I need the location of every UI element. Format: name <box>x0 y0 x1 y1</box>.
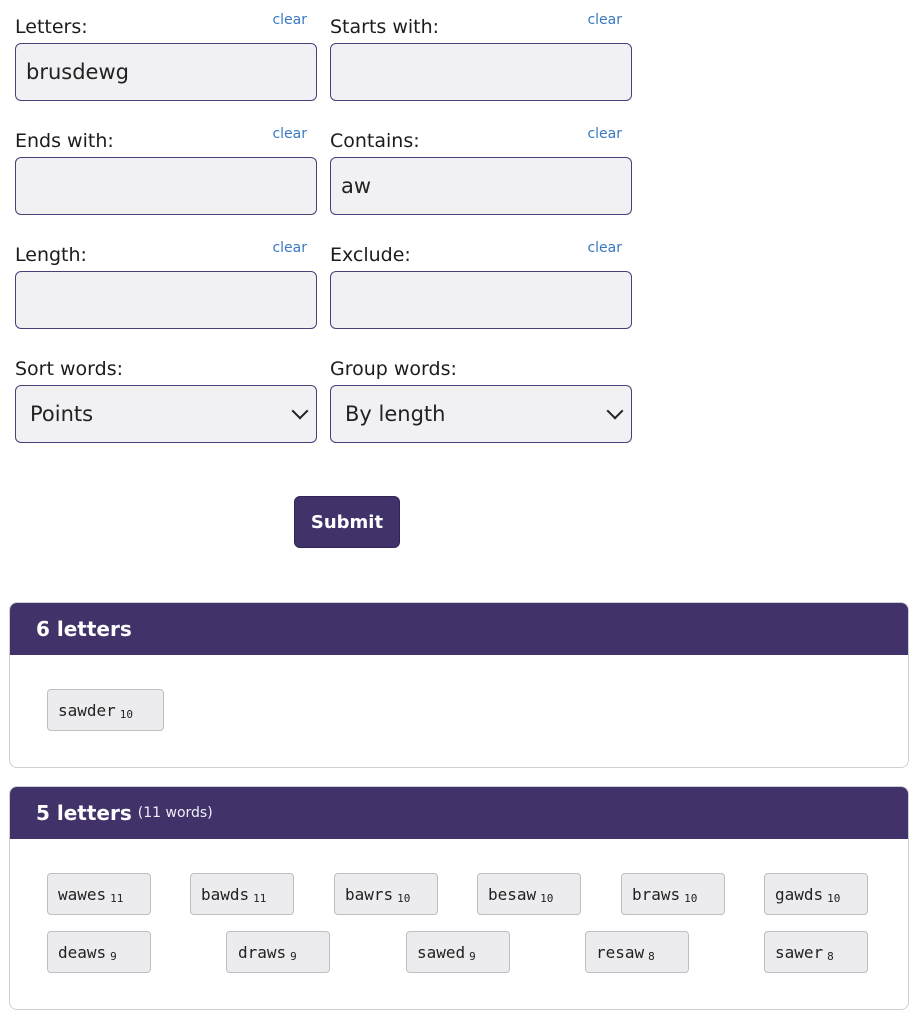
group-header <box>10 603 908 655</box>
group-title: 5 letters <box>36 801 132 825</box>
word-text: draws <box>238 942 287 962</box>
starts-with-input[interactable] <box>331 44 631 100</box>
word-text: resaw <box>596 942 645 962</box>
word-tile[interactable] <box>47 689 164 731</box>
group-selected-value: By length <box>345 402 446 426</box>
contains-clear-link[interactable]: clear <box>587 126 622 142</box>
word-text: deaws <box>58 942 107 962</box>
group-select[interactable] <box>330 385 632 443</box>
word-points: 9 <box>469 949 476 963</box>
word-points: 10 <box>540 891 554 905</box>
result-group-6-letters <box>9 602 909 768</box>
starts-with-clear-link[interactable]: clear <box>587 12 622 28</box>
word-tile[interactable] <box>47 931 151 973</box>
chevron-down-icon <box>607 403 624 420</box>
length-input-box <box>15 271 317 329</box>
word-points: 9 <box>110 949 117 963</box>
word-points: 8 <box>648 949 655 963</box>
exclude-input-box <box>330 271 632 329</box>
ends-with-clear-link[interactable]: clear <box>272 126 307 142</box>
group-word-count: (11 words) <box>137 805 213 821</box>
length-clear-link[interactable]: clear <box>272 240 307 256</box>
word-text: bawds <box>201 884 250 904</box>
contains-input[interactable] <box>331 158 631 214</box>
word-text: braws <box>632 884 681 904</box>
sort-label: Sort words: <box>15 358 123 380</box>
word-text: besaw <box>488 884 537 904</box>
word-points: 10 <box>119 707 134 721</box>
word-tile[interactable] <box>334 873 438 915</box>
word-points: 11 <box>110 891 124 905</box>
word-tile[interactable] <box>406 931 510 973</box>
starts-with-label: Starts with: <box>330 16 440 38</box>
group-header <box>10 787 908 839</box>
exclude-clear-link[interactable]: clear <box>587 240 622 256</box>
exclude-input[interactable] <box>331 272 631 328</box>
word-text: bawrs <box>345 884 394 904</box>
word-points: 10 <box>827 891 841 905</box>
word-points: 9 <box>290 949 297 963</box>
length-input[interactable] <box>16 272 316 328</box>
group-label: Group words: <box>330 358 457 380</box>
word-points: 8 <box>827 949 834 963</box>
word-tile[interactable] <box>585 931 689 973</box>
word-points: 10 <box>684 891 698 905</box>
sort-selected-value: Points <box>30 402 94 426</box>
submit-button[interactable]: Submit <box>294 496 400 548</box>
word-tile[interactable] <box>764 931 868 973</box>
length-label: Length: <box>15 244 87 266</box>
word-tile[interactable] <box>47 873 151 915</box>
word-tile[interactable] <box>764 873 868 915</box>
group-title: 6 letters <box>36 617 132 641</box>
ends-with-input-box <box>15 157 317 215</box>
word-tile[interactable] <box>226 931 330 973</box>
word-text: gawds <box>775 884 824 904</box>
word-points: 11 <box>253 891 267 905</box>
word-points: 10 <box>397 891 411 905</box>
result-group-5-letters <box>9 786 909 1010</box>
word-text: sawder <box>58 700 116 720</box>
word-tile[interactable] <box>190 873 294 915</box>
exclude-label: Exclude: <box>330 244 411 266</box>
chevron-down-icon <box>292 403 309 420</box>
letters-clear-link[interactable]: clear <box>272 12 307 28</box>
starts-with-input-box <box>330 43 632 101</box>
contains-input-box <box>330 157 632 215</box>
letters-input[interactable] <box>16 44 316 100</box>
letters-label: Letters: <box>15 16 88 38</box>
ends-with-label: Ends with: <box>15 130 114 152</box>
word-tile[interactable] <box>621 873 725 915</box>
word-text: wawes <box>58 884 107 904</box>
word-tile[interactable] <box>477 873 581 915</box>
word-text: sawed <box>417 942 466 962</box>
sort-select[interactable] <box>15 385 317 443</box>
ends-with-input[interactable] <box>16 158 316 214</box>
letters-input-box <box>15 43 317 101</box>
word-text: sawer <box>775 942 824 962</box>
contains-label: Contains: <box>330 130 420 152</box>
